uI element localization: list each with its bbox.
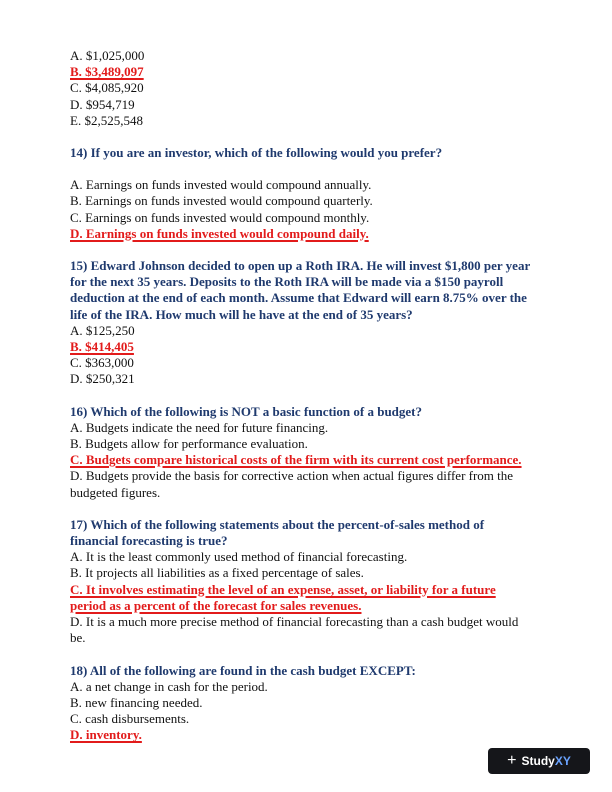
q15-option-d: D. $250,321 — [70, 371, 135, 387]
option-e: E. $2,525,548 — [70, 112, 143, 128]
q17-option-b: B. It projects all liabilities as a fixed percentage of sales. — [70, 565, 364, 581]
q17-option-d-line-1: D. It is a much more precise method of financial forecasting than a cash budget would — [70, 614, 519, 630]
q18-option-d-correct: D. inventory. — [70, 727, 142, 743]
question-15-text-line-1: 15) Edward Johnson decided to open up a Roth IRA. He will invest $1,800 per year — [70, 258, 531, 274]
question-15-text-line-2: for the next 35 years. Deposits to the Roth IRA will be made via a $150 payroll — [70, 274, 504, 290]
q16-option-a: A. Budgets indicate the need for future financing. — [70, 419, 329, 435]
q14-option-d-correct: D. Earnings on funds invested would compound daily. — [70, 225, 369, 241]
logo-text-xy: XY — [554, 754, 571, 768]
q17-option-a: A. It is the least commonly used method of financial forecasting. — [70, 549, 408, 565]
option-c: C. $4,085,920 — [70, 80, 144, 96]
q18-option-a: A. a net change in cash for the period. — [70, 678, 268, 694]
q17-option-d-line-2: be. — [70, 630, 86, 646]
document-page — [70, 48, 570, 744]
question-15 — [70, 258, 570, 388]
question-14 — [70, 145, 570, 242]
question-15-text-line-4: life of the IRA. How much will he have at the end of 35 years? — [70, 306, 413, 322]
q17-option-c-correct-line-1: C. It involves estimating the level of an expense, asset, or liability for a future — [70, 581, 496, 597]
q15-option-b-correct: B. $414,405 — [70, 339, 134, 355]
option-a: A. $1,025,000 — [70, 48, 145, 63]
question-17-text-line-1: 17) Which of the following statements about the percent-of-sales method of — [70, 516, 485, 532]
q14-option-b: B. Earnings on funds invested would compound quarterly. — [70, 193, 373, 209]
plus-icon: + — [507, 752, 517, 769]
q18-option-c: C. cash disbursements. — [70, 711, 190, 727]
studyxy-logo[interactable] — [488, 748, 590, 774]
q18-option-b: B. new financing needed. — [70, 694, 203, 710]
question-16 — [70, 404, 570, 501]
q15-option-a: A. $125,250 — [70, 322, 135, 338]
prev-question-options — [70, 48, 570, 129]
q16-option-b: B. Budgets allow for performance evaluation. — [70, 436, 308, 452]
q16-option-d-line-2: budgeted figures. — [70, 484, 161, 500]
q15-option-c: C. $363,000 — [70, 355, 134, 371]
question-18 — [70, 663, 570, 744]
question-17 — [70, 517, 570, 647]
q16-option-d-line-1: D. Budgets provide the basis for corrective action when actual figures differ from the — [70, 468, 514, 484]
option-b-correct: B. $3,489,097 — [70, 64, 144, 80]
question-15-text-line-3: deduction at the end of each month. Assume that Edward will earn 8.75% over the — [70, 290, 527, 306]
q17-option-c-correct-line-2: period as a percent of the forecast for sales revenues. — [70, 597, 362, 613]
question-18-text: 18) All of the following are found in the cash budget EXCEPT: — [70, 662, 416, 678]
q14-option-c: C. Earnings on funds invested would compound monthly. — [70, 209, 370, 225]
q14-option-a: A. Earnings on funds invested would compound annually. — [70, 177, 372, 193]
question-17-text-line-2: financial forecasting is true? — [70, 533, 228, 549]
question-14-text: 14) If you are an investor, which of the following would you prefer? — [70, 145, 443, 161]
option-d: D. $954,719 — [70, 96, 135, 112]
q16-option-c-correct: C. Budgets compare historical costs of the firm with its current cost performance. — [70, 452, 522, 468]
logo-text-study: Study — [521, 754, 555, 768]
question-16-text: 16) Which of the following is NOT a basic function of a budget? — [70, 403, 423, 419]
